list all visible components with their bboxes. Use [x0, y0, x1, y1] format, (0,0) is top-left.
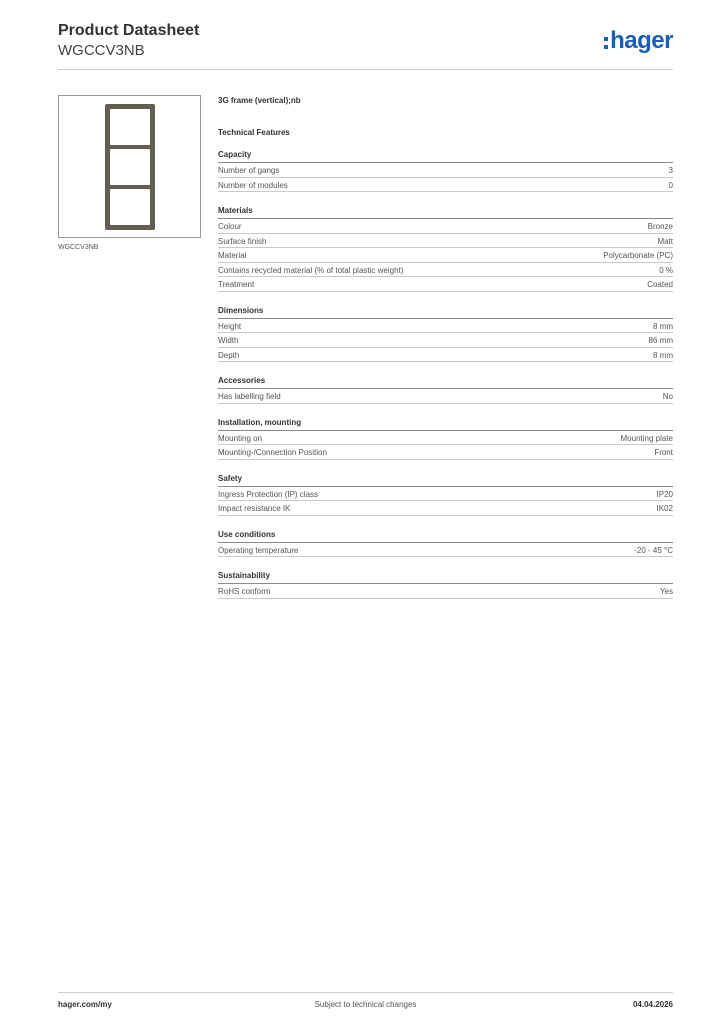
feature-row [218, 333, 673, 348]
section-title: Dimensions [218, 306, 673, 319]
feature-label: Width [218, 336, 239, 345]
feature-value: 86 mm [648, 336, 673, 345]
feature-label: Impact resistance IK [218, 504, 291, 513]
feature-value: Front [654, 448, 673, 457]
feature-label: Has labelling field [218, 392, 281, 401]
feature-row [218, 543, 673, 558]
feature-label: Height [218, 321, 242, 331]
feature-value: 3 [668, 166, 673, 175]
feature-value: 0 % [659, 265, 673, 275]
feature-value: Coated [647, 280, 673, 289]
feature-label: RoHS conform [218, 587, 271, 596]
feature-label: Colour [218, 222, 242, 231]
product-code: WGCCV3NB [58, 42, 145, 59]
feature-row [218, 248, 673, 263]
feature-row [218, 389, 673, 404]
feature-row [218, 219, 673, 234]
section-title: Accessories [218, 376, 673, 389]
feature-section [218, 418, 673, 460]
feature-section [218, 206, 673, 292]
page-header [58, 22, 673, 70]
logo-dots-icon [604, 37, 608, 49]
feature-label: Surface finish [218, 236, 267, 246]
feature-value: Yes [659, 587, 673, 596]
feature-value: IK02 [656, 504, 673, 513]
feature-label: Material [218, 251, 247, 260]
hager-logo [604, 26, 673, 56]
tech-content [218, 96, 673, 599]
feature-row [218, 277, 673, 292]
feature-label: Mounting-/Connection Position [218, 448, 327, 457]
feature-row [218, 431, 673, 446]
product-image [58, 95, 201, 238]
section-title: Use conditions [218, 530, 673, 543]
feature-section [218, 150, 673, 192]
feature-row [218, 319, 673, 334]
product-description: 3G frame (vertical);nb [218, 96, 301, 105]
section-title: Sustainability [218, 571, 673, 584]
feature-row [218, 234, 673, 249]
footer-date: 04.04.2026 [632, 1000, 673, 1009]
feature-section [218, 474, 673, 516]
feature-section [218, 530, 673, 558]
section-title: Safety [218, 474, 673, 487]
feature-row [218, 178, 673, 193]
image-caption: WGCCV3NB [58, 244, 99, 251]
feature-row [218, 445, 673, 460]
section-title: Capacity [218, 150, 673, 163]
feature-sections [218, 150, 673, 599]
feature-value: 8 mm [653, 350, 673, 360]
feature-label: Depth [218, 350, 240, 360]
feature-section [218, 376, 673, 404]
page-title: Product Datasheet [58, 22, 200, 39]
feature-label: Number of gangs [218, 166, 280, 175]
feature-label: Contains recycled material (% of total plastic weight) [218, 265, 404, 275]
feature-value: -20 - 45 °C [634, 545, 673, 555]
feature-value: 0 [668, 180, 673, 190]
technical-features-title: Technical Features [218, 128, 290, 137]
feature-row [218, 584, 673, 599]
feature-value: Polycarbonate (PC) [603, 251, 673, 260]
feature-label: Mounting on [218, 433, 263, 443]
feature-value: IP20 [656, 489, 673, 499]
feature-row [218, 487, 673, 502]
feature-section [218, 571, 673, 599]
feature-label: Treatment [218, 280, 255, 289]
feature-label: Number of modules [218, 180, 288, 190]
logo-text: hager [610, 27, 673, 54]
feature-value: 8 mm [653, 321, 673, 331]
feature-label: Operating temperature [218, 545, 299, 555]
feature-row [218, 348, 673, 363]
feature-value: Mounting plate [620, 433, 673, 443]
feature-value: Matt [657, 236, 673, 246]
footer-notice: Subject to technical changes [314, 1000, 417, 1009]
feature-label: Ingress Protection (IP) class [218, 489, 319, 499]
feature-row [218, 501, 673, 516]
footer-website: hager.com/my [58, 1000, 112, 1009]
page-footer [58, 992, 673, 1012]
feature-value: No [662, 392, 673, 401]
section-title: Installation, mounting [218, 418, 673, 431]
feature-section [218, 306, 673, 363]
feature-value: Bronze [647, 222, 673, 231]
frame-image [104, 103, 156, 231]
feature-row [218, 163, 673, 178]
feature-row [218, 263, 673, 278]
section-title: Materials [218, 206, 673, 219]
